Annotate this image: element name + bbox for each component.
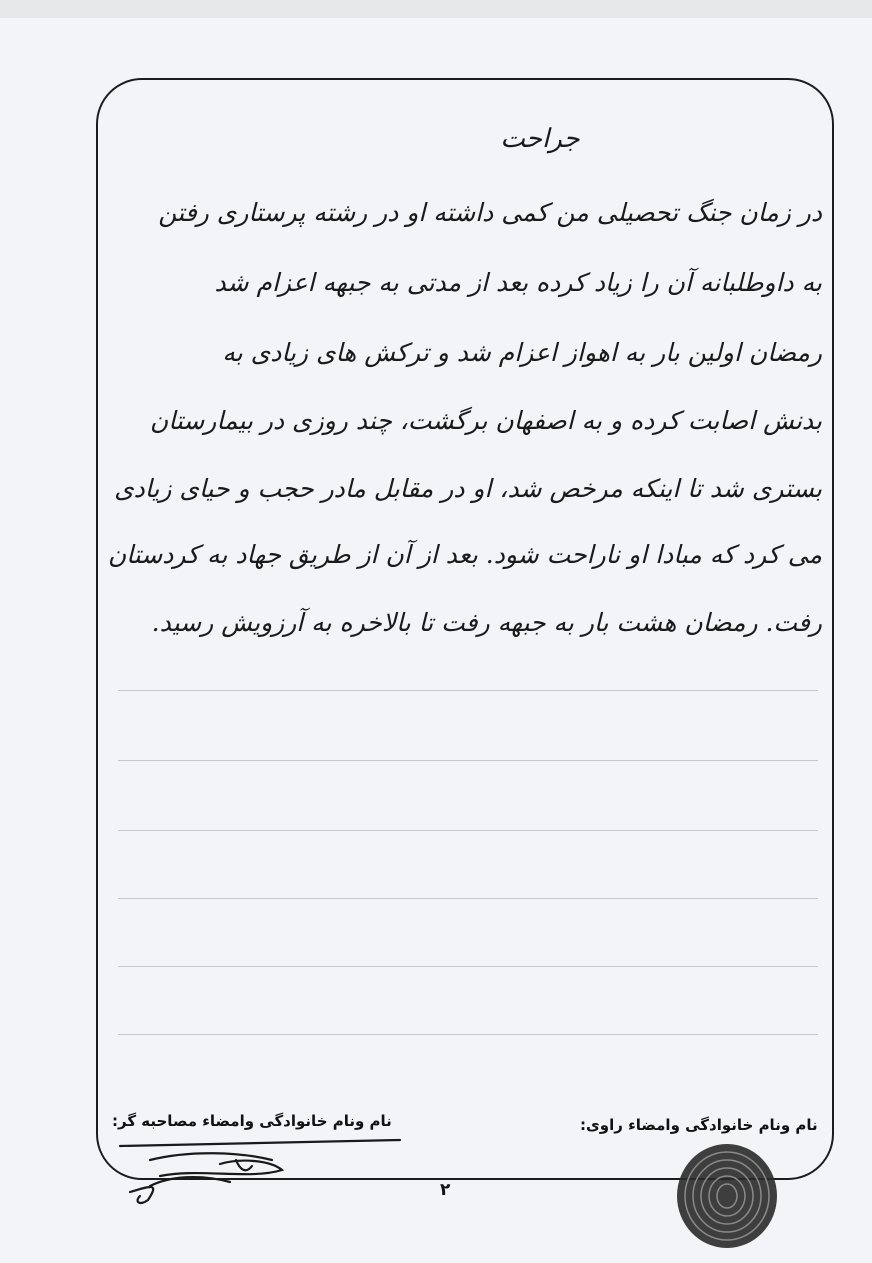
handwritten-line-5: بستری شد تا اینکه مرخص شد، او در مقابل مادر حجب و حیای زیادی [114,474,822,503]
handwritten-line-7: رفت. رمضان هشت بار به جبهه رفت تا بالاخره به آرزویش رسید. [151,608,822,637]
handwritten-line-3: رمضان اولین بار به اهواز اعزام شد و ترکش های زیادی به [222,338,822,367]
handwritten-line-2: به داوطلبانه آن را زیاد کرده بعد از مدتی به جبهه اعزام شد [214,268,822,297]
interviewer-signature [120,1140,400,1203]
handwritten-line-1: در زمان جنگ تحصیلی من کمی داشته او در رشته پرستاری رفتن [158,198,822,227]
handwritten-line-6: می کرد که مبادا او ناراحت شود. بعد از آن از طریق جهاد به کردستان [107,540,822,569]
page-number: ۲ [440,1180,451,1200]
narrator-signature-label: نام ونام خانوادگی وامضاء راوی: [580,1116,818,1134]
interviewer-signature-label: نام ونام خانوادگی وامضاء مصاحبه گر: [112,1112,392,1130]
thumbprint [677,1144,777,1248]
page-title: جراحت [500,124,580,154]
handwritten-line-4: بدنش اصابت کرده و به اصفهان برگشت، چند روزی در بیمارستان [149,406,822,435]
